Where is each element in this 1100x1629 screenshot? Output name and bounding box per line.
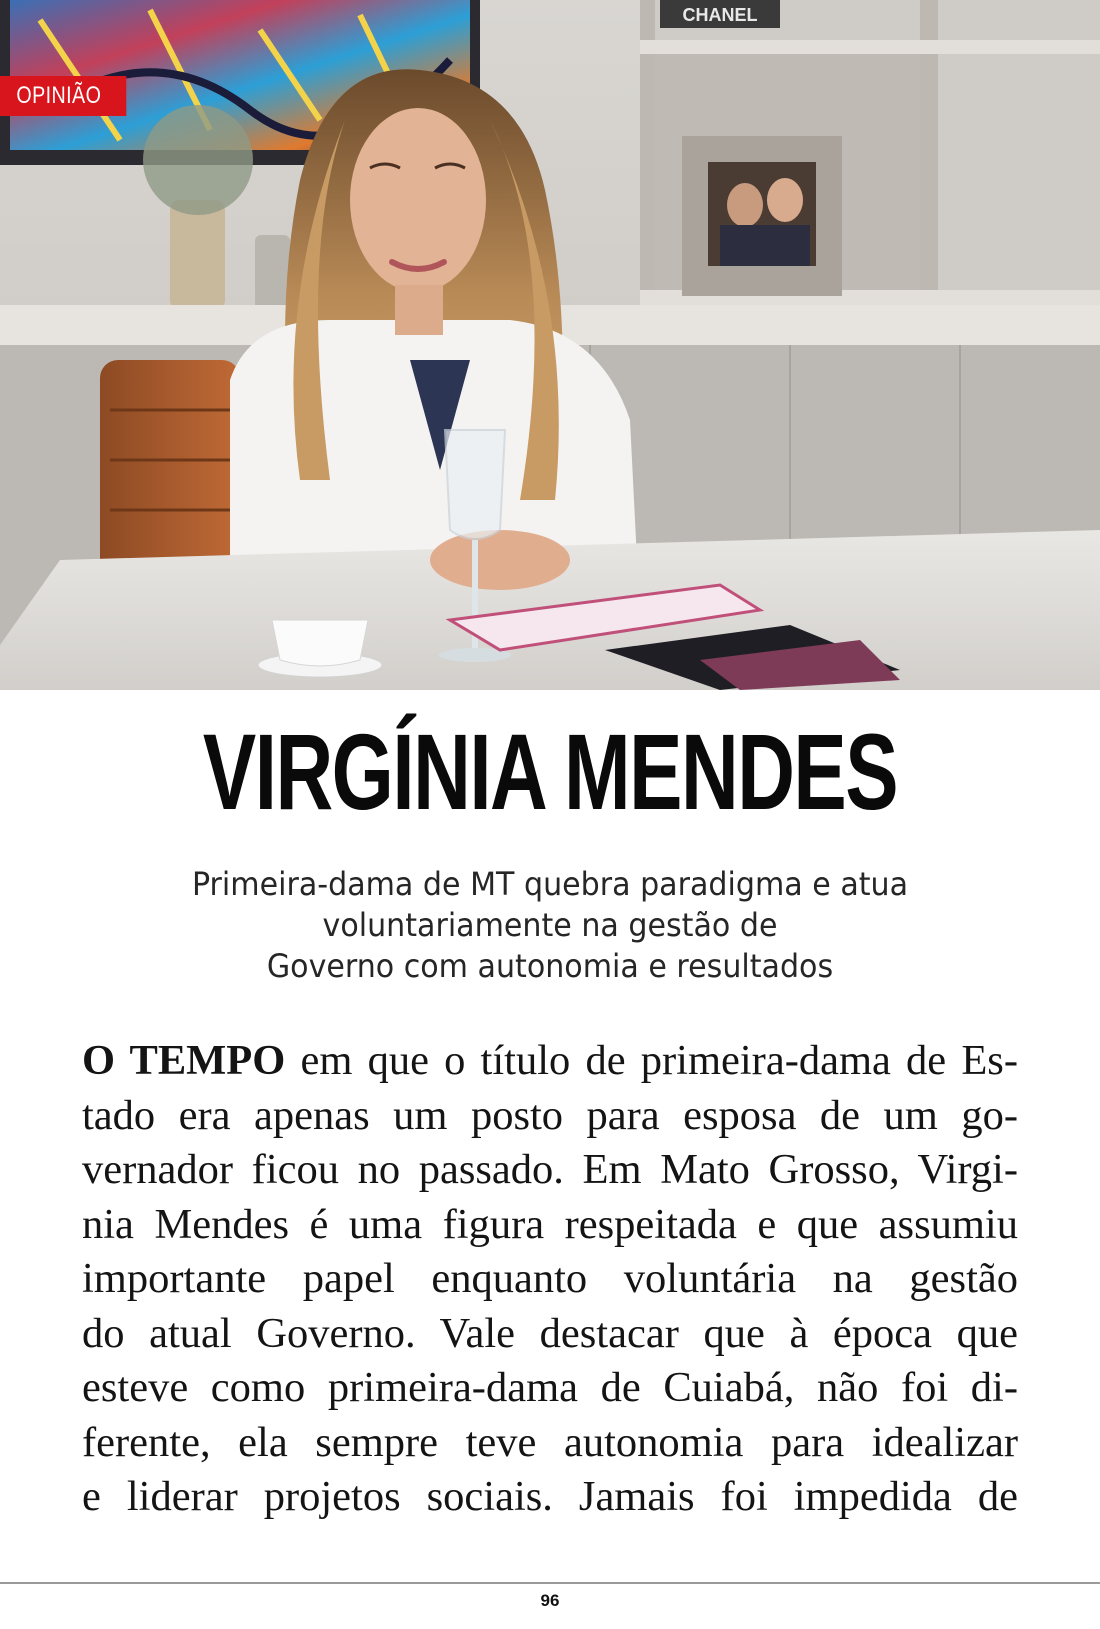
page-number: 96 (540, 1591, 560, 1610)
portrait-photo (0, 0, 1100, 690)
body-line: e liderar projetos sociais. Jamais foi impedida de (82, 1473, 1018, 1520)
body-line: vernador ficou no passado. Em Mato Grosso, Virgi- (82, 1146, 1018, 1193)
subtitle-line: Governo com autonomia e resultados (266, 947, 834, 985)
subtitle-line: Primeira-dama de MT quebra paradigma e atua (191, 865, 909, 903)
body-line: nia Mendes é uma figura respeitada e que assumiu (82, 1200, 1018, 1248)
section-tag[interactable]: OPINIÃO (0, 76, 126, 116)
body-line-text: em que o título de primeira-dama de Es- (300, 1037, 1019, 1084)
body-line: importante papel enquanto voluntária na gestão (82, 1255, 1018, 1302)
article-headline: VIRGÍNIA MENDES (202, 711, 898, 832)
body-line (82, 1034, 1018, 1089)
chanel-box-text: CHANEL (682, 5, 758, 25)
article-body (82, 1034, 1018, 1525)
article-subtitle (100, 864, 1000, 987)
footer-divider (0, 1582, 1100, 1584)
body-line: ferente, ela sempre teve autonomia para idealizar (82, 1418, 1018, 1466)
body-line: do atual Governo. Vale destacar que à época que (82, 1309, 1018, 1357)
body-line: esteve como primeira-dama de Cuiabá, não foi di- (82, 1364, 1018, 1411)
lead-in: O TEMPO (82, 1037, 286, 1084)
body-line: tado era apenas um posto para esposa de um go- (82, 1091, 1018, 1139)
subtitle-line: voluntariamente na gestão de (322, 906, 778, 944)
